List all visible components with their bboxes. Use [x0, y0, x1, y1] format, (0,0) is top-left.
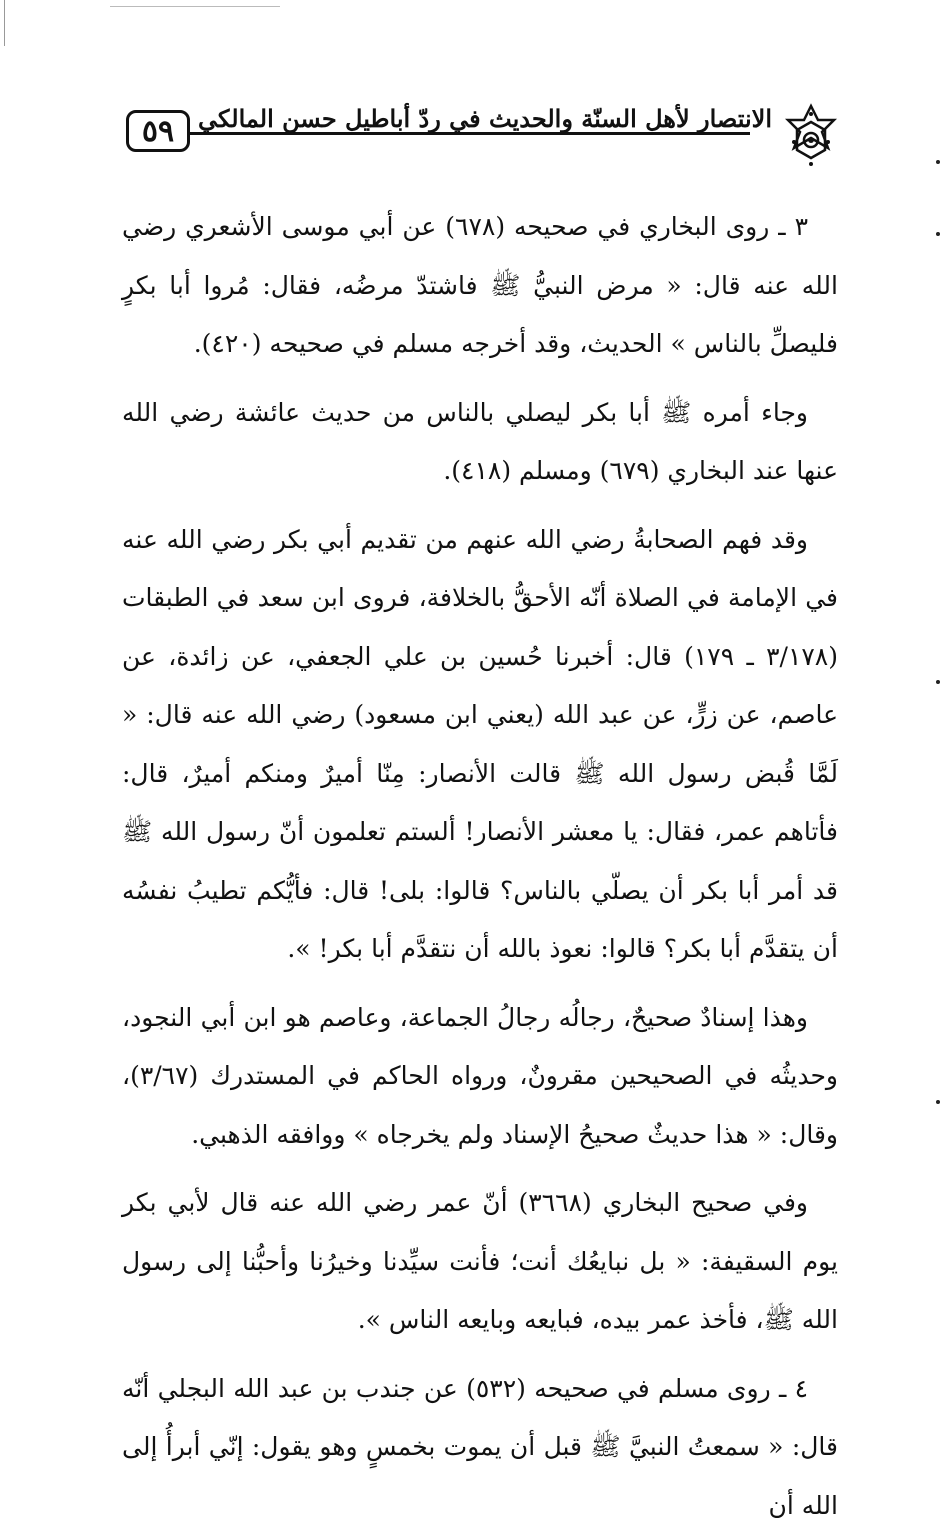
scan-edge-line	[110, 6, 280, 7]
page-header	[122, 100, 842, 170]
scan-speck	[936, 232, 940, 236]
star-ornament-icon	[780, 100, 842, 170]
page-number-box	[126, 110, 190, 152]
running-title: الانتصار لأهل السنّة والحديث في ردّ أباطيل حسن المالكي	[198, 104, 772, 133]
scan-speck	[936, 1100, 940, 1104]
paragraph: وقد فهم الصحابةُ رضي الله عنهم من تقديم أبي بكر رضي الله عنه في الإمامة في الصلاة أنّه الأحقُّ بالخلافة، فروى ابن سعد في الطبقات (٣/١٧٨ ـ ١٧٩) قال: أخبرنا حُسين بن علي الجعفي، عن زائدة، عن عاصم، عن زرٍّ، عن عبد الله (يعني ابن مسعود) رضي الله عنه قال: « لَمَّا قُبض رسول الله ﷺ قالت الأنصار: مِنّا أميرٌ ومنكم أميرٌ، قال: فأتاهم عمر، فقال: يا معشر الأنصار! ألستم تعلمون أنّ رسول الله ﷺ قد أمر أبا بكر أن يصلّي بالناس؟ قالوا: بلى! قال: فأيُّكم تطيبُ نفسُه أن يتقدَّم أبا بكر؟ قالوا: نعوذ بالله أن نتقدَّم أبا بكر! ».	[122, 511, 838, 979]
page-body	[122, 198, 838, 1535]
scan-speck	[936, 680, 940, 684]
paragraph: ٣ ـ روى البخاري في صحيحه (٦٧٨) عن أبي موسى الأشعري رضي الله عنه قال: « مرض النبيُّ ﷺ فاشتدّ مرضُه، فقال: مُروا أبا بكرٍ فليصلِّ بالناس » الحديث، وقد أخرجه مسلم في صحيحه (٤٢٠).	[122, 198, 838, 374]
scan-edge-line	[4, 0, 5, 46]
scan-speck	[936, 160, 940, 164]
page-number: ٥٩	[142, 114, 174, 149]
paragraph: وفي صحيح البخاري (٣٦٦٨) أنّ عمر رضي الله عنه قال لأبي بكر يوم السقيفة: « بل نبايعُك أنت؛ فأنت سيِّدنا وخيرُنا وأحبُّنا إلى رسول الله ﷺ، فأخذ عمر بيده، فبايعه وبايعه الناس ».	[122, 1174, 838, 1350]
paragraph: وجاء أمره ﷺ أبا بكر ليصلي بالناس من حديث عائشة رضي الله عنها عند البخاري (٦٧٩) ومسلم (٤١٨).	[122, 384, 838, 501]
paragraph: ٤ ـ روى مسلم في صحيحه (٥٣٢) عن جندب بن عبد الله البجلي أنّه قال: « سمعتُ النبيَّ ﷺ قبل أن يموت بخمسٍ وهو يقول: إنّي أبرأُ إلى الله أن	[122, 1360, 838, 1535]
paragraph: وهذا إسنادٌ صحيحٌ، رجالُه رجالُ الجماعة، وعاصم هو ابن أبي النجود، وحديثُه في الصحيحين مقرونٌ، ورواه الحاكم في المستدرك (٣/٦٧)، وقال: « هذا حديثٌ صحيحُ الإسناد ولم يخرجاه » ووافقه الذهبي.	[122, 989, 838, 1165]
